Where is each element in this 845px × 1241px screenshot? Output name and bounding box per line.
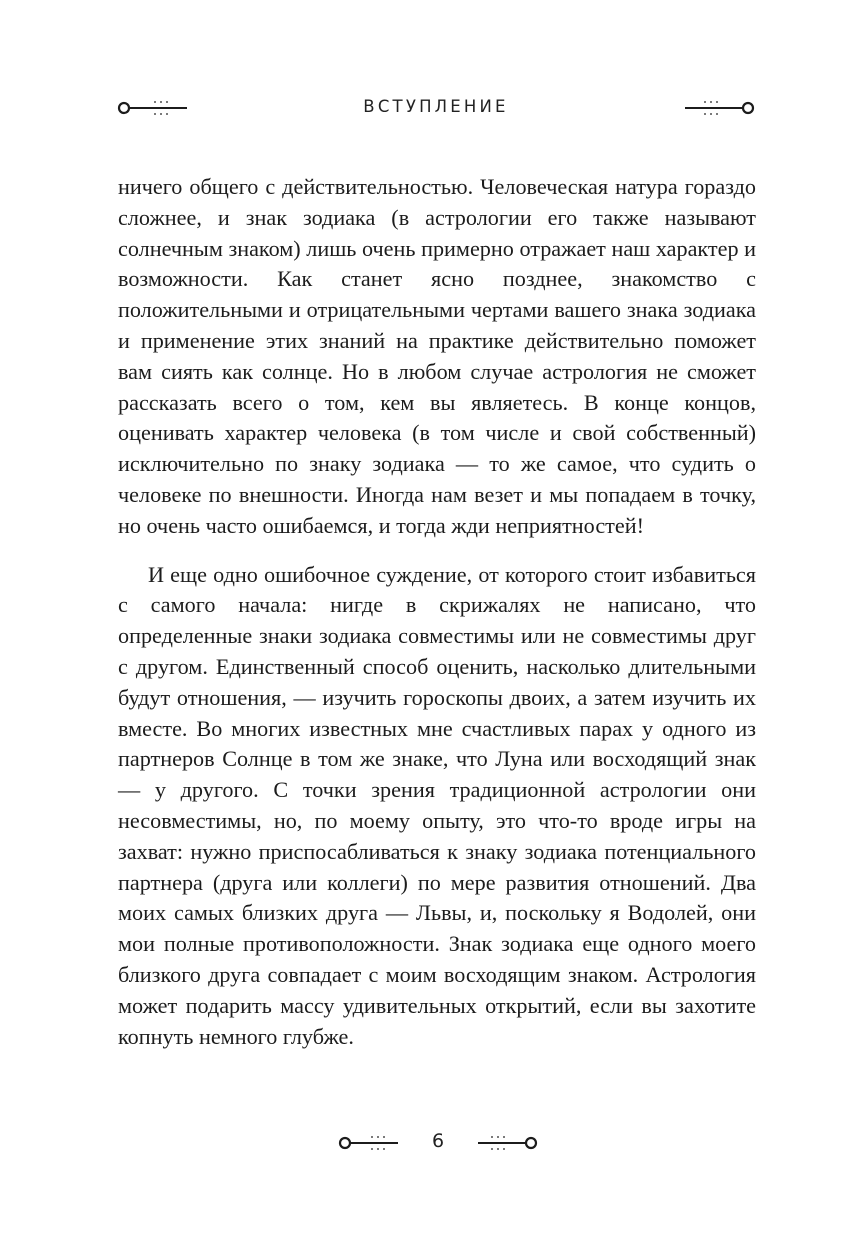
body-text bbox=[118, 172, 756, 1052]
circle-line-ornament-icon bbox=[685, 100, 755, 116]
page-footer bbox=[338, 1130, 538, 1156]
running-title: ВСТУПЛЕНИЕ bbox=[363, 97, 509, 116]
circle-line-ornament-icon bbox=[478, 1135, 538, 1151]
paragraph: И еще одно ошибочное суждение, от которого стоит избавиться с самого начала: нигде в скрижалях не написано, что определенные знаки зодиака совместимы или не совместимы друг с другом. Единственный способ оценить, насколько длительными будут отношения, — изучить гороскопы двоих, а затем изучить их вместе. Во многих известных мне счастливых парах у одного из партнеров Солнце в том же знаке, что Луна или восходящий знак — у другого. С точки зрения традиционной астрологии они несовместимы, но, по моему опыту, это что-то вроде игры на захват: нужно приспосабливаться к знаку зодиака потенциального партнера (друга или коллеги) по мере развития отношений. Два моих самых близких друга — Львы, и, поскольку я Водолей, они мои полные противоположности. Знак зодиака еще одного моего близкого друга совпадает с моим восходящим знаком. Астрология может подарить массу удивительных открытий, если вы захотите копнуть немного глубже. bbox=[118, 561, 756, 1049]
page-number: 6 bbox=[431, 1130, 445, 1152]
paragraph: ничего общего с действительностью. Человеческая натура гораздо сложнее, и знак зодиака (в астрологии его также называют солнечным знаком) лишь очень примерно отражает наш характер и возможности. Как станет ясно позднее, знакомство с положительными и отрицательными чертами вашего знака зодиака и применение этих знаний на практике действительно поможет вам сиять как солнце. Но в любом случае астрология не сможет рассказать всего о том, кем вы являетесь. В конце концов, оценивать характер человека (в том числе и свой собственный) исключительно по знаку зодиака — то же самое, что судить о человеке по внешности. Иногда нам везет и мы попадаем в точку, но очень часто ошибаемся, и тогда жди неприятностей! bbox=[118, 174, 756, 538]
page-header bbox=[117, 95, 755, 121]
